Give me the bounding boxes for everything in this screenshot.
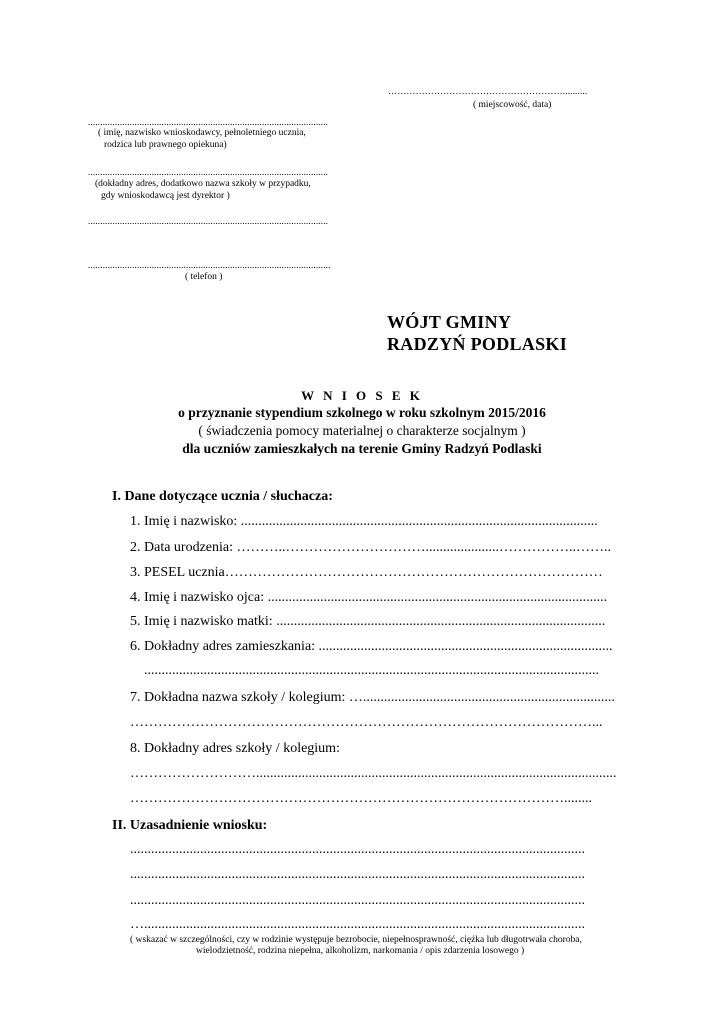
title-line-1: o przyznanie stypendium szkolnego w roku szkolnym 2015/2016 xyxy=(178,405,546,420)
title-line-2: ( świadczenia pomocy materialnej o charakterze socjalnym ) xyxy=(198,423,526,438)
phone-label: ( telefon ) xyxy=(185,272,223,282)
wniosek-title: W N I O S E K xyxy=(301,388,423,403)
section-2-heading: II. Uzasadnienie wniosku: xyxy=(112,818,268,833)
justification-line-4[interactable]: ….............................................................................................................................. xyxy=(130,917,585,932)
place-date-dots[interactable]: ………………………………………………….......... xyxy=(388,86,588,96)
field-school-address-line-1[interactable]: ………………………....................................................................................................... xyxy=(130,766,617,781)
applicant-label-2: rodzica lub prawnego opiekuna) xyxy=(104,140,227,150)
section-1-heading: I. Dane dotyczące ucznia / słuchacza: xyxy=(112,489,333,504)
address-label-2: gdy wnioskodawcą jest dyrektor ) xyxy=(101,191,230,201)
field-father-name[interactable]: 4. Imię i nazwisko ojca: ................................................................................................. xyxy=(130,590,608,605)
applicant-dots[interactable]: .................................................................................................. xyxy=(88,117,329,127)
field-pesel[interactable]: 3. PESEL ucznia……………………………………………………………………… xyxy=(130,565,603,580)
field-birth-date[interactable]: 2. Data urodzenia: ………..………………………….....................……………..…….. xyxy=(130,540,612,555)
field-home-address[interactable]: 6. Dokładny adres zamieszkania: .................................................................................... xyxy=(130,639,613,654)
extra-address-dots[interactable]: .................................................................................................. xyxy=(88,216,329,226)
phone-dots[interactable]: ................................................................................................... xyxy=(88,260,331,270)
justification-line-1[interactable]: .................................................................................................................................. xyxy=(130,842,585,857)
field-school-name[interactable]: 7. Dokładna nazwa szkoły / kolegium: …........................................................................ xyxy=(130,690,615,705)
justification-note-2: wielodzietność, rodzina niepełna, alkoholizm, narkomania / opis zdarzenia losowego ) xyxy=(196,946,525,956)
place-date-label: ( miejscowość, data) xyxy=(473,100,552,110)
field-school-address-line-2[interactable]: …………………………………………………………………………………........ xyxy=(130,791,592,806)
recipient-line-1: WÓJT GMINY xyxy=(387,312,512,332)
justification-line-2[interactable]: .................................................................................................................................. xyxy=(130,867,585,882)
field-home-address-cont[interactable]: .................................................................................................................................. xyxy=(144,663,599,678)
address-label-1: (dokładny adres, dodatkowo nazwa szkoły w przypadku, xyxy=(95,179,311,189)
address-dots[interactable]: .................................................................................................. xyxy=(88,167,329,177)
applicant-label-1: ( imię, nazwisko wnioskodawcy, pełnoletniego ucznia, xyxy=(98,128,306,138)
field-mother-name[interactable]: 5. Imię i nazwisko matki: .............................................................................................. xyxy=(130,614,606,629)
title-line-3: dla uczniów zamieszkałych na terenie Gminy Radzyń Podlaski xyxy=(182,441,542,456)
recipient-line-2: RADZYŃ PODLASKI xyxy=(387,334,568,354)
justification-line-3[interactable]: .................................................................................................................................. xyxy=(130,893,585,908)
field-school-address-label: 8. Dokładny adres szkoły / kolegium: xyxy=(130,741,340,756)
justification-note-1: ( wskazać w szczególności, czy w rodzinie występuje bezrobocie, niepełnosprawność, ciężka lub długotrwała choroba, xyxy=(130,935,582,945)
field-name[interactable]: 1. Imię i nazwisko: ...................................................................................................... xyxy=(130,514,598,529)
field-school-name-cont[interactable]: ………………………………………………………………………………………... xyxy=(130,715,603,730)
